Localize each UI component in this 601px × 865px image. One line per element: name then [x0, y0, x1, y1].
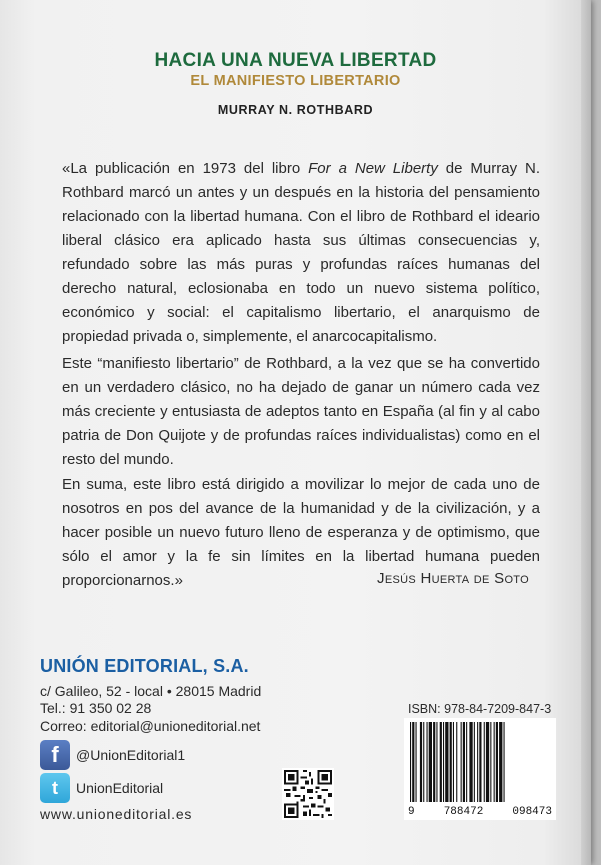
twitter-handle: UnionEditorial — [76, 780, 164, 796]
blurb-paragraph-1: «La publicación en 1973 del libro For a New Liberty de Murray N. Rothbard marcó un antes y un después en la historia del pensamiento relacionado con la libertad humana. Con el libro de Rothbard el ideario liberal clásico era aplicado hasta sus últimas consecuencias y, refundado sobre las más puras y profundas raíces humanas del derecho natural, eclosionaba en todo un nuevo sistema político, económico y social: el capitalismo libertario, el anarquismo de propiedad privada o, simplemente, el anarcocapitalismo. — [62, 160, 541, 345]
book-subtitle: EL MANIFIESTO LIBERTARIO — [190, 73, 401, 89]
publisher-address: c/ Galileo, 52 - local • 28015 Madrid — [40, 683, 262, 699]
barcode-bars — [408, 722, 552, 802]
facebook-icon: f — [40, 740, 70, 770]
qr-code — [282, 768, 334, 820]
publisher-email: Correo: editorial@unioneditorial.net — [40, 718, 261, 734]
publisher-name: UNIÓN EDITORIAL, S.A. — [40, 656, 249, 676]
twitter-icon: t — [40, 773, 70, 803]
barcode-digits-right: 098473 — [512, 806, 552, 818]
barcode-digit-lead: 9 — [408, 806, 415, 818]
publisher-website: www.unioneditorial.es — [40, 806, 193, 822]
cover-edge — [581, 0, 591, 865]
book-title: HACIA UNA NUEVA LIBERTAD — [154, 50, 437, 71]
blurb-paragraph-3: En suma, este libro está dirigido a movilizar lo mejor de cada uno de nosotros en pos del avance de la humanidad y de la civilización, y a hacer posible un nuevo futuro lleno de esperanza y de optimismo, que sólo el amor y la fe sin límites en la libertad humana pueden proporcionarnos.» — [62, 476, 540, 589]
facebook-handle: @UnionEditorial1 — [76, 747, 186, 763]
twitter-row — [40, 773, 163, 803]
blurb-paragraph-2: Este “manifiesto libertario” de Rothbard, a la vez que se ha convertido en un verdadero clásico, no ha dejado de ganar un número cada vez más creciente y entusiasta de adeptos tanto en España (al fin y al cabo patria de Don Quijote y de profundas raíces individualistas) como en el resto del mundo. — [62, 355, 540, 468]
barcode-digits — [404, 806, 556, 818]
blurb-signature: Jesús Huerta de Soto — [377, 570, 529, 587]
isbn-label: ISBN: 978-84-7209-847-3 — [408, 702, 552, 716]
original-title: For a New Liberty — [308, 160, 438, 177]
book-author: MURRAY N. ROTHBARD — [217, 103, 374, 117]
qr-code-graphic — [282, 768, 334, 820]
isbn-barcode — [404, 718, 556, 820]
barcode-digits-left: 788472 — [443, 806, 484, 818]
publisher-phone: Tel.: 91 350 02 28 — [40, 700, 152, 716]
facebook-row — [40, 740, 185, 770]
